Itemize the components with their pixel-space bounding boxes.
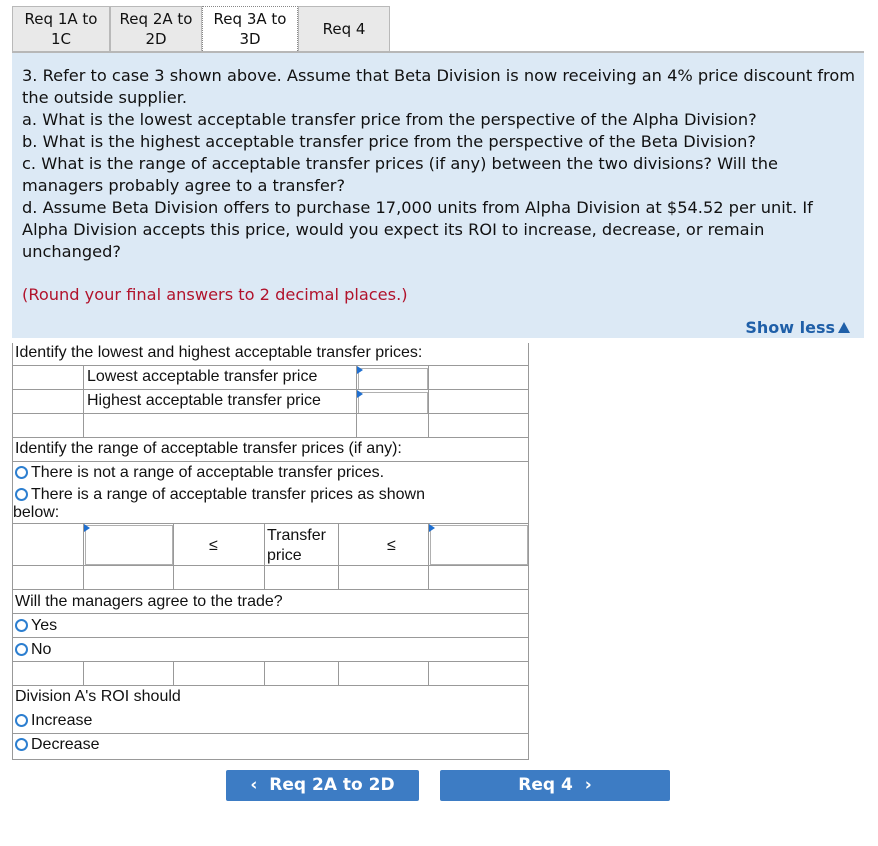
input-marker-icon [84, 524, 90, 532]
option-no-range-label: There is not a range of acceptable transfer prices. [31, 464, 385, 481]
tab-req-1a-1c[interactable] [12, 6, 110, 51]
col-divider [264, 523, 265, 589]
col-divider [338, 523, 339, 589]
lowest-price-label: Lowest acceptable transfer price [87, 368, 318, 385]
agree-yes-label: Yes [31, 617, 58, 634]
tab-label-line1: Req 2A to [119, 10, 193, 28]
agree-no-label: No [31, 641, 52, 658]
show-less-label: Show less [745, 318, 835, 337]
radio-roi-decrease[interactable] [15, 738, 28, 751]
range-low-input[interactable] [85, 525, 173, 565]
highest-price-label: Highest acceptable transfer price [87, 392, 321, 409]
prices-heading: Identify the lowest and highest acceptable transfer prices: [15, 344, 423, 361]
radio-agree-no[interactable] [15, 643, 28, 656]
highest-price-input[interactable] [358, 392, 428, 414]
col-divider [83, 413, 84, 437]
row-divider [13, 437, 528, 438]
row-divider [13, 589, 528, 590]
show-less-link[interactable] [745, 318, 850, 337]
transfer-price-label-1: Transfer [267, 527, 326, 544]
input-marker-icon [357, 390, 363, 398]
col-divider [428, 523, 429, 589]
question-c: c. What is the range of acceptable transfer prices (if any) between the two divisions? Will the managers probably agree to a transfer? [22, 154, 778, 195]
col-divider [173, 523, 174, 589]
question-intro: 3. Refer to case 3 shown above. Assume that Beta Division is now receiving an 4% price discount from the outside supplier. [22, 66, 856, 107]
tab-req-4[interactable] [298, 6, 390, 51]
row-divider [13, 365, 528, 366]
chevron-right-icon: › [584, 775, 592, 795]
row-divider [13, 565, 528, 566]
col-divider [428, 661, 429, 685]
row-divider [13, 661, 528, 662]
tab-req-2a-2d[interactable] [110, 6, 202, 51]
agree-heading: Will the managers agree to the trade? [15, 593, 283, 610]
col-divider [428, 413, 429, 437]
answer-table [12, 343, 529, 760]
radio-has-range[interactable] [15, 488, 28, 501]
next-button-label: Req 4 [518, 775, 573, 795]
question-a: a. What is the lowest acceptable transfer price from the perspective of the Alpha Division? [22, 110, 757, 129]
row-divider [13, 733, 528, 734]
rounding-instruction: (Round your final answers to 2 decimal places.) [22, 285, 408, 304]
tab-label-line1: Req 3A to [213, 10, 287, 28]
tab-label-line2: 2D [145, 30, 167, 48]
question-b: b. What is the highest acceptable transfer price from the perspective of the Beta Division? [22, 132, 756, 151]
range-heading: Identify the range of acceptable transfer prices (if any): [15, 440, 402, 457]
col-divider [356, 413, 357, 437]
tab-label-line1: Req 1A to [24, 10, 98, 28]
question-panel [12, 53, 864, 338]
row-divider [13, 461, 528, 462]
prev-button[interactable] [226, 770, 419, 801]
col-divider [83, 661, 84, 685]
range-high-input[interactable] [430, 525, 528, 565]
prev-button-label: Req 2A to 2D [269, 775, 395, 795]
row-divider [13, 637, 528, 638]
tab-label-line2: 3D [239, 30, 261, 48]
row-divider [13, 389, 528, 390]
row-divider [13, 413, 528, 414]
tab-label-line2: 1C [50, 30, 72, 48]
leq-symbol: ≤ [387, 537, 396, 554]
radio-no-range[interactable] [15, 466, 28, 479]
col-divider [83, 523, 84, 589]
chevron-left-icon: ‹ [250, 775, 258, 795]
option-has-range-label: There is a range of acceptable transfer prices as shown [31, 486, 425, 503]
radio-roi-increase[interactable] [15, 714, 28, 727]
option-has-range-label-cont: below: [13, 504, 60, 521]
col-divider [173, 661, 174, 685]
transfer-price-label-2: price [267, 547, 302, 564]
roi-increase-label: Increase [31, 712, 93, 729]
row-divider [13, 523, 528, 524]
col-divider [264, 661, 265, 685]
next-button[interactable] [440, 770, 670, 801]
col-divider [338, 661, 339, 685]
row-divider [13, 685, 528, 686]
roi-decrease-label: Decrease [31, 736, 100, 753]
radio-agree-yes[interactable] [15, 619, 28, 632]
question-d: d. Assume Beta Division offers to purchase 17,000 units from Alpha Division at $54.52 per unit. If Alpha Division accepts this price, would you expect its ROI to increase, decrease, or remain unchanged? [22, 198, 813, 261]
question-text [22, 65, 856, 263]
input-marker-icon [357, 366, 363, 374]
triangle-up-icon [838, 322, 850, 333]
tab-req-3a-3d[interactable] [202, 6, 298, 53]
input-marker-icon [429, 524, 435, 532]
tab-label-line1: Req 4 [322, 20, 366, 38]
leq-symbol: ≤ [209, 537, 218, 554]
lowest-price-input[interactable] [358, 368, 428, 390]
row-divider [13, 613, 528, 614]
roi-heading: Division A's ROI should [15, 688, 181, 705]
